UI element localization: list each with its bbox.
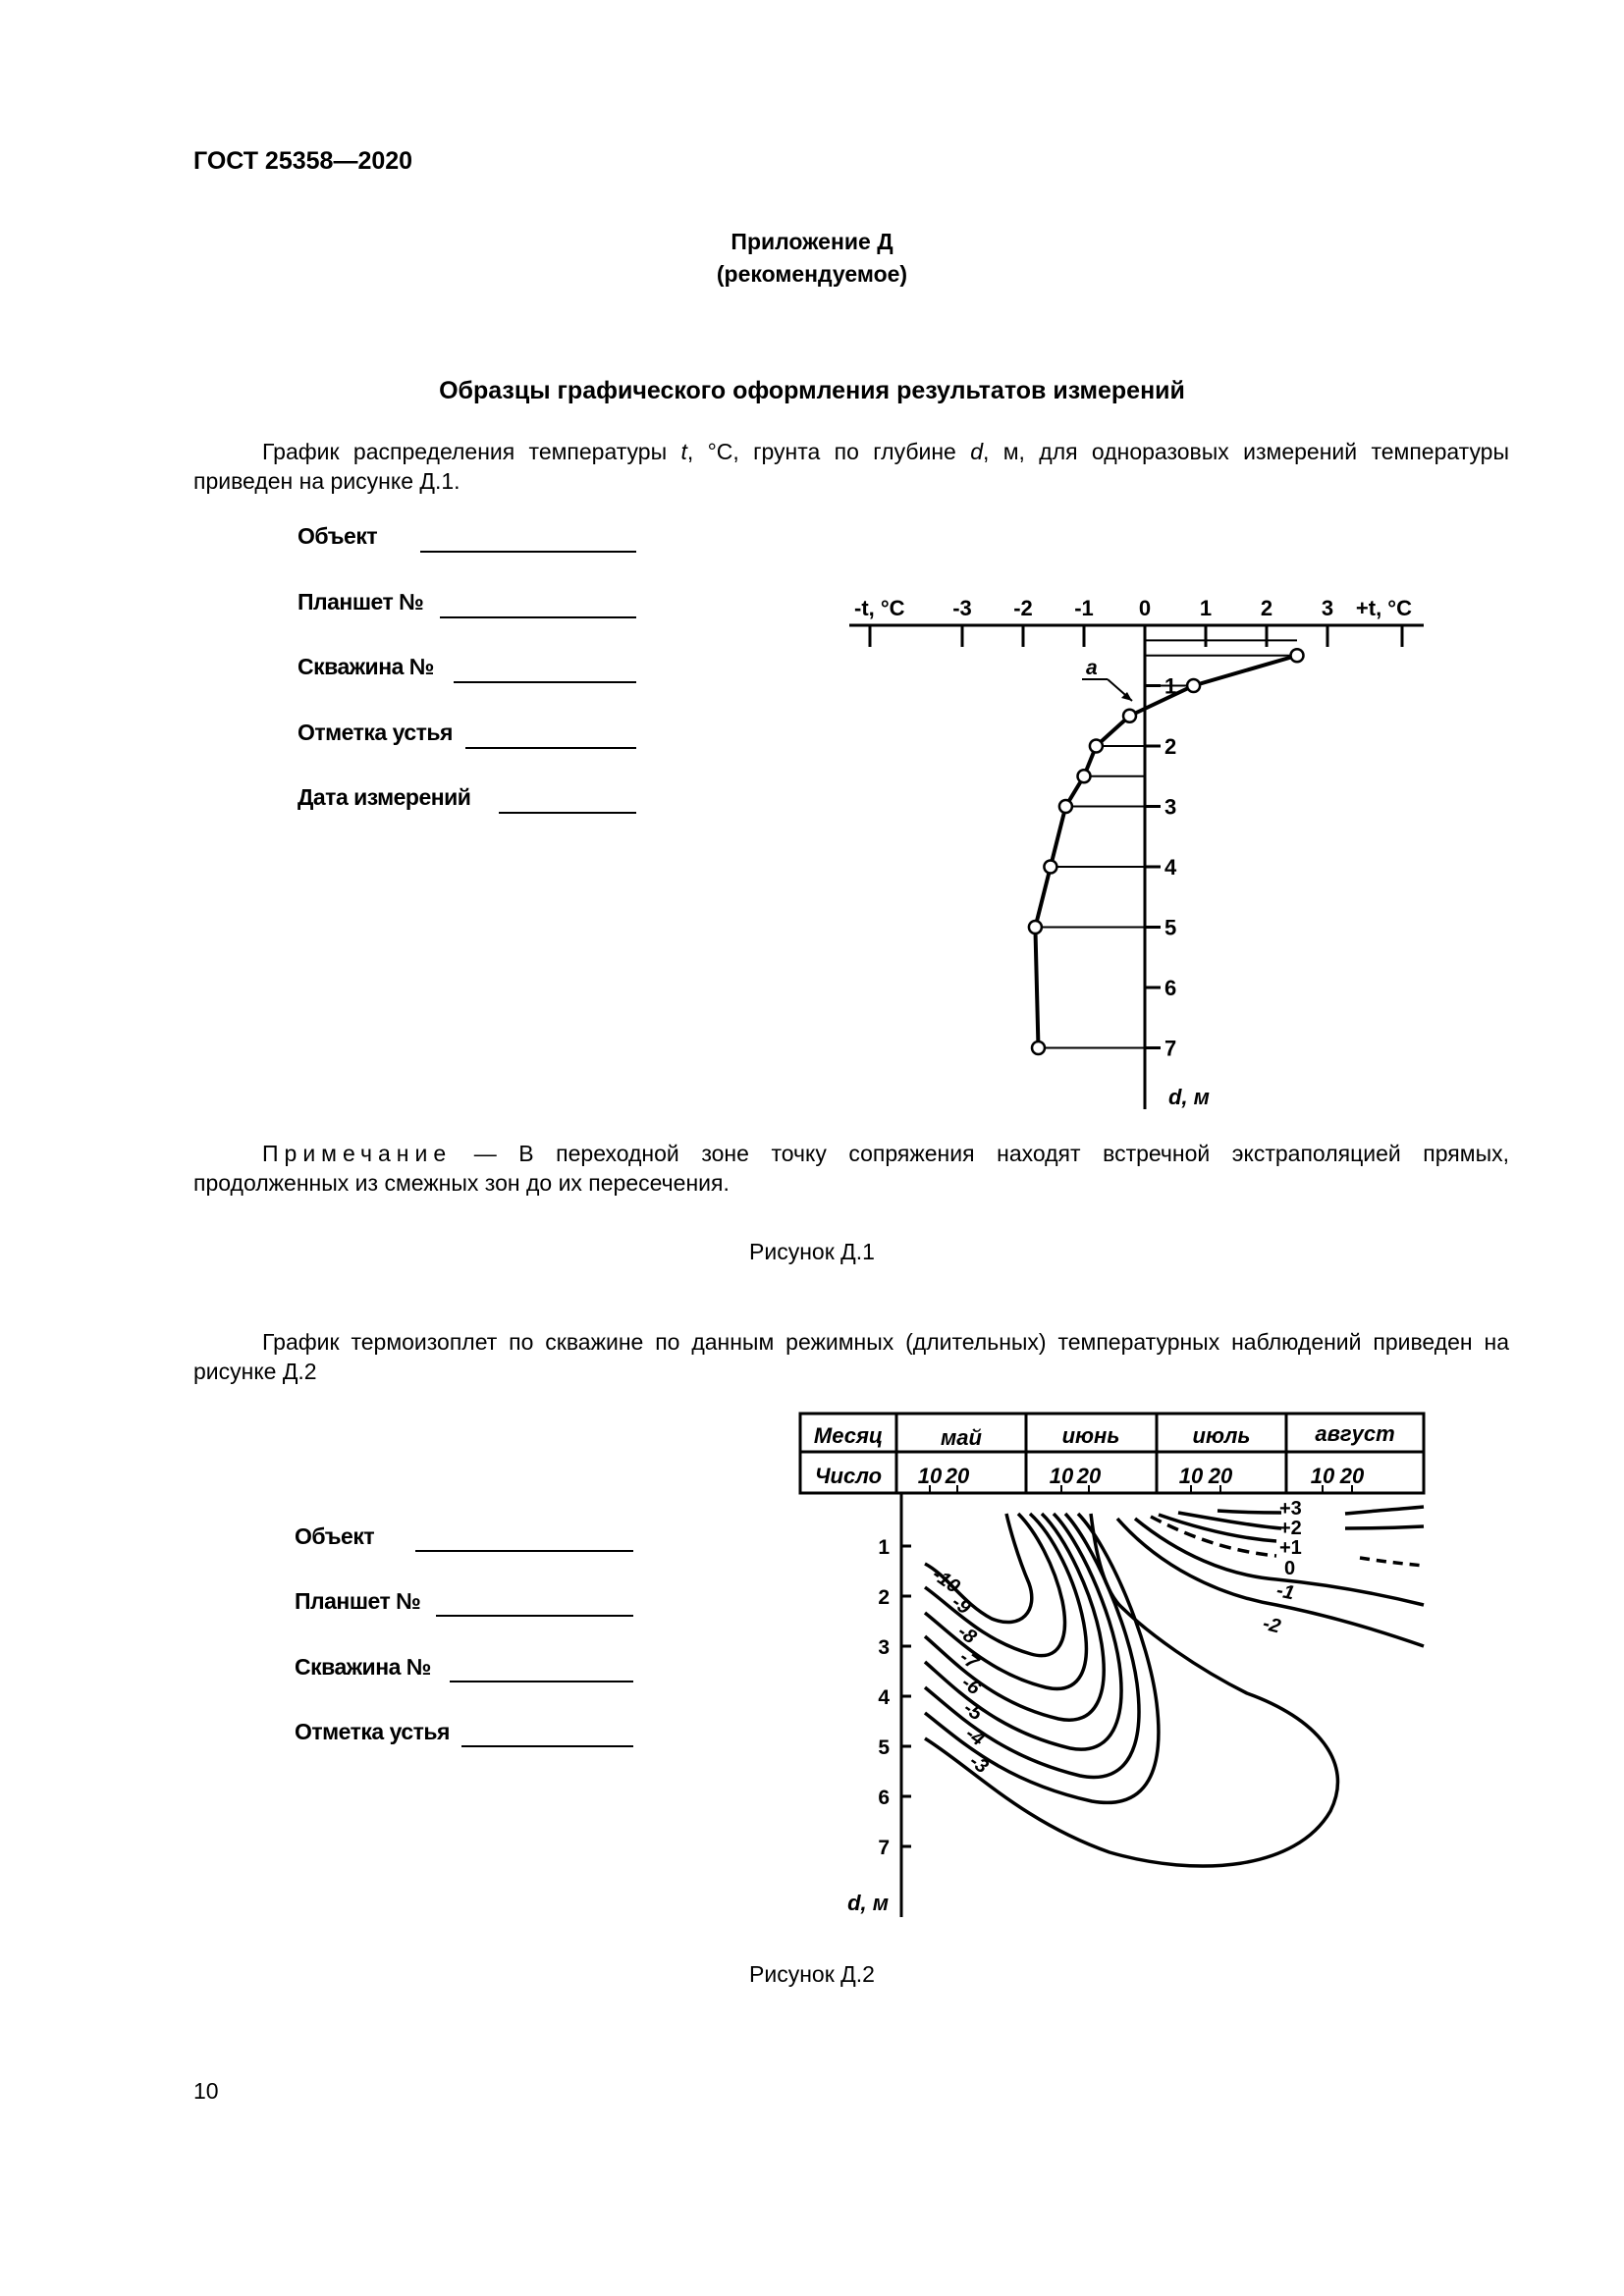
form1-label-mouth: Отметка устья	[298, 720, 453, 745]
fig2-month-june: июнь	[1061, 1423, 1120, 1448]
fig1-depth-tick-label: 5	[1164, 915, 1177, 940]
fig2-month-july: июль	[1192, 1423, 1251, 1448]
form2-line-mouth	[461, 1745, 633, 1747]
paragraph-1	[193, 437, 1509, 496]
fig1-depth-ticks	[1145, 674, 1177, 1061]
section-title: Образцы графического оформления результатов измерений	[439, 377, 1185, 404]
form1-line-object	[420, 551, 636, 553]
para1-var-d: d	[970, 439, 983, 464]
form2-line-well	[450, 1681, 633, 1682]
fig2-label-minus1: -1	[1274, 1579, 1297, 1605]
fig1-x-tick-label: 2	[1260, 596, 1273, 620]
form1-label-date: Дата измерений	[298, 784, 471, 810]
fig2-label-plus1: +1	[1279, 1537, 1302, 1559]
fig1-x-tick-label: -2	[1013, 596, 1033, 620]
paragraph-2	[193, 1327, 1509, 1386]
fig2-day-tick-label: 10	[1310, 1464, 1335, 1488]
fig1-data-point	[1044, 861, 1056, 874]
form1-line-date	[499, 812, 636, 814]
fig1-depth-tick-label: 2	[1164, 734, 1177, 759]
fig1-x-ticks	[870, 596, 1402, 647]
fig1-x-tick-label: 3	[1321, 596, 1334, 620]
form2-label-sheet: Планшет №	[295, 1588, 421, 1614]
fig1-depth-tick-label: 6	[1164, 976, 1177, 1000]
fig2-day-tick-label: 20	[1208, 1464, 1233, 1488]
note	[193, 1139, 1509, 1198]
fig2-month-row-label: Месяц	[813, 1423, 884, 1448]
figure-d2-caption: Рисунок Д.2	[749, 1961, 875, 1987]
fig2-right-isopleth-labels	[1261, 1498, 1302, 1638]
fig2-day-ticks	[918, 1464, 1365, 1493]
fig2-left-isopleth-label: -9	[947, 1591, 975, 1620]
fig2-day-tick-label: 20	[1339, 1464, 1365, 1488]
fig1-x-tick-label: 1	[1199, 596, 1213, 620]
fig1-x-tick-label: 0	[1138, 596, 1152, 620]
para2-text: График термоизоплет по скважине по данным режимных (длительных) температурных наблюдений приведен на рисунке Д.2	[193, 1329, 1509, 1384]
fig1-data-point	[1032, 1041, 1045, 1054]
fig2-isopleths	[925, 1507, 1424, 1866]
fig1-data-point	[1187, 679, 1200, 692]
fig1-marker-label: а	[1086, 657, 1098, 679]
fig2-day-tick-label: 10	[917, 1464, 943, 1488]
fig1-depth-tick-label: 3	[1164, 794, 1177, 820]
fig1-data-point	[1059, 800, 1072, 813]
fig1-data-point	[1123, 710, 1136, 722]
form1-line-mouth	[465, 747, 636, 749]
fig2-label-plus2: +2	[1279, 1518, 1302, 1539]
fig2-depth-tick-label: 6	[878, 1787, 890, 1809]
para1-var-t: t	[680, 439, 687, 464]
fig2-depth-tick-label: 4	[878, 1686, 890, 1709]
fig1-depth-tick-label: 4	[1164, 855, 1177, 880]
note-lead: Примечание	[262, 1141, 453, 1166]
fig1-x-right-label: +t, °C	[1355, 596, 1412, 620]
fig2-depth-tick-label: 2	[878, 1586, 890, 1609]
fig1-x-tick-label: -3	[952, 596, 972, 620]
fig1-data-point	[1078, 770, 1091, 782]
fig2-depth-tick-label: 1	[878, 1536, 890, 1559]
appendix-status: (рекомендуемое)	[716, 261, 908, 287]
fig1-depth-tick-label: 1	[1164, 673, 1177, 699]
fig2-left-isopleth-label: -5	[959, 1697, 987, 1726]
fig1-data-point	[1090, 740, 1103, 753]
fig2-left-isopleth-label: -8	[953, 1621, 981, 1649]
form2-line-object	[415, 1550, 633, 1552]
form1-label-well: Скважина №	[298, 654, 434, 679]
isopleth-zero	[1151, 1517, 1276, 1556]
form2-line-sheet	[436, 1615, 633, 1617]
isopleth-minus-3	[925, 1514, 1337, 1866]
form1-line-well	[454, 681, 636, 683]
figure-d1-caption: Рисунок Д.1	[749, 1239, 875, 1264]
fig1-x-tick-label: -1	[1074, 596, 1094, 620]
para1-text-a: График распределения температуры	[262, 439, 681, 464]
fig1-depth-tick-label: 7	[1164, 1036, 1177, 1061]
figure-d2-chart	[785, 1409, 1434, 1929]
fig1-data-point	[1029, 921, 1042, 934]
form2-label-mouth: Отметка устья	[295, 1719, 450, 1744]
page-number: 10	[193, 2078, 219, 2104]
form2-label-object: Объект	[295, 1523, 375, 1549]
fig2-depth-tick-label: 3	[878, 1636, 890, 1659]
fig2-left-isopleth-label: -7	[955, 1646, 983, 1675]
fig2-day-tick-label: 10	[1049, 1464, 1074, 1488]
fig2-depth-tick-label: 5	[878, 1736, 890, 1759]
fig2-left-isopleth-label: -3	[965, 1750, 993, 1779]
form1-line-sheet	[440, 616, 636, 618]
fig2-label-plus3: +3	[1279, 1498, 1302, 1520]
fig2-left-isopleth-label: -10	[928, 1564, 964, 1598]
form1-label-object: Объект	[298, 523, 378, 549]
fig2-day-row-label: Число	[814, 1464, 883, 1488]
fig2-depth-ticks	[878, 1536, 911, 1859]
para1-text-b: , °C, грунта по глубине	[686, 439, 971, 464]
fig2-depth-tick-label: 7	[878, 1837, 890, 1859]
fig2-month-may: май	[941, 1425, 982, 1450]
form1-label-sheet: Планшет №	[298, 589, 424, 614]
para1-text-c: , м, для одноразовых измерений температуры приведен на рисунке Д.1.	[193, 439, 1510, 494]
fig2-day-tick-label: 10	[1178, 1464, 1204, 1488]
fig2-day-tick-label: 20	[1076, 1464, 1102, 1488]
fig2-left-isopleth-label: -6	[957, 1672, 985, 1700]
isopleth-plus-3	[1218, 1507, 1424, 1514]
fig2-depth-label: d, м	[847, 1891, 889, 1915]
fig2-label-zero: 0	[1284, 1558, 1296, 1579]
fig1-depth-label: d, м	[1168, 1085, 1210, 1109]
fig1-x-left-label: -t, °C	[854, 596, 905, 620]
document-code: ГОСТ 25358—2020	[193, 147, 413, 175]
appendix-title: Приложение Д	[731, 229, 893, 254]
form2-label-well: Скважина №	[295, 1654, 431, 1680]
fig2-label-minus2: -2	[1260, 1612, 1283, 1638]
fig2-day-tick-label: 20	[945, 1464, 970, 1488]
appendix-heading	[0, 226, 1624, 291]
isopleth-zero-right	[1360, 1558, 1424, 1566]
fig1-data-point	[1291, 649, 1304, 662]
fig2-left-isopleth-label: -4	[961, 1723, 989, 1751]
figure-d1-chart	[835, 584, 1443, 1119]
fig2-month-august: август	[1315, 1421, 1395, 1446]
note-text: — В переходной зоне точку сопряжения находят встречной экстраполяцией прямых, продолженных из смежных зон до их пересечения.	[193, 1141, 1509, 1196]
